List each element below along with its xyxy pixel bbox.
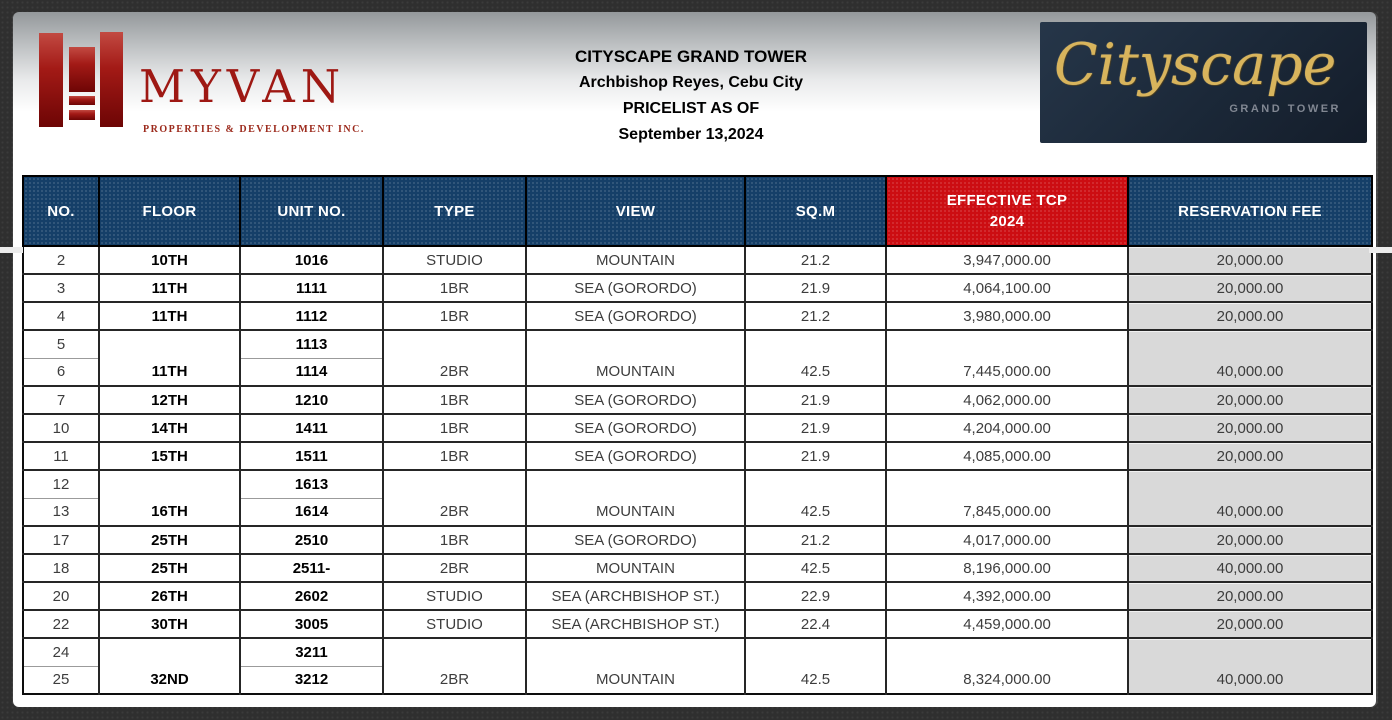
cell-tcp: 4,062,000.00 — [886, 386, 1128, 414]
project-address: Archbishop Reyes, Cebu City — [578, 74, 804, 91]
cell-unit: 1112 — [240, 302, 383, 330]
cell-view: SEA (GORORDO) — [526, 302, 745, 330]
cell-no: 5 — [23, 330, 99, 358]
cell-sqm: 21.9 — [745, 386, 886, 414]
pricelist-date: September 13,2024 — [618, 126, 764, 143]
cell-floor: 32ND — [99, 638, 240, 694]
column-header-no: NO. — [23, 176, 99, 246]
cell-type: 2BR — [383, 470, 526, 526]
cell-unit: 2602 — [240, 582, 383, 610]
cell-type: 1BR — [383, 414, 526, 442]
cell-unit: 3005 — [240, 610, 383, 638]
table-row — [23, 274, 1372, 302]
pricelist-table — [22, 175, 1373, 695]
cell-floor: 26TH — [99, 582, 240, 610]
cell-fee: 20,000.00 — [1128, 442, 1372, 470]
cell-view: MOUNTAIN — [526, 246, 745, 274]
cell-sqm: 42.5 — [745, 554, 886, 582]
cell-fee: 40,000.00 — [1128, 638, 1372, 694]
cell-unit: 1016 — [240, 246, 383, 274]
column-header-view: VIEW — [526, 176, 745, 246]
cell-type: 1BR — [383, 526, 526, 554]
cell-view: MOUNTAIN — [526, 470, 745, 526]
cell-view: MOUNTAIN — [526, 554, 745, 582]
cell-no: 3 — [23, 274, 99, 302]
table-row — [23, 554, 1372, 582]
cell-no: 12 — [23, 470, 99, 498]
cell-unit: 1210 — [240, 386, 383, 414]
cell-type: 2BR — [383, 638, 526, 694]
cell-sqm: 21.2 — [745, 246, 886, 274]
cell-view: SEA (ARCHBISHOP ST.) — [526, 610, 745, 638]
column-header-tcp: EFFECTIVE TCP 2024 — [886, 176, 1128, 246]
cell-floor: 25TH — [99, 526, 240, 554]
cell-unit: 1114 — [240, 358, 383, 386]
cell-unit: 3212 — [240, 666, 383, 694]
cell-type: 1BR — [383, 274, 526, 302]
cell-view: SEA (GORORDO) — [526, 526, 745, 554]
cell-sqm: 42.5 — [745, 470, 886, 526]
cell-view: SEA (GORORDO) — [526, 386, 745, 414]
cell-type: 2BR — [383, 330, 526, 386]
split-line-left-icon — [0, 247, 23, 253]
cell-no: 7 — [23, 386, 99, 414]
cell-no: 13 — [23, 498, 99, 526]
cell-floor: 11TH — [99, 274, 240, 302]
cell-fee: 40,000.00 — [1128, 554, 1372, 582]
cell-unit: 1113 — [240, 330, 383, 358]
cell-tcp: 4,085,000.00 — [886, 442, 1128, 470]
cell-type: 1BR — [383, 302, 526, 330]
table-row — [23, 526, 1372, 554]
cell-no: 10 — [23, 414, 99, 442]
cell-type: STUDIO — [383, 246, 526, 274]
cell-unit: 1613 — [240, 470, 383, 498]
cell-no: 24 — [23, 638, 99, 666]
cell-type: STUDIO — [383, 582, 526, 610]
column-header-sqm: SQ.M — [745, 176, 886, 246]
cell-view: SEA (GORORDO) — [526, 414, 745, 442]
cell-fee: 20,000.00 — [1128, 386, 1372, 414]
cell-no: 4 — [23, 302, 99, 330]
cell-type: 1BR — [383, 442, 526, 470]
split-line-right-icon — [1369, 247, 1392, 253]
myvan-logo — [35, 30, 380, 142]
cell-tcp: 4,017,000.00 — [886, 526, 1128, 554]
cell-sqm: 21.9 — [745, 274, 886, 302]
cell-floor: 11TH — [99, 302, 240, 330]
cell-fee: 40,000.00 — [1128, 470, 1372, 526]
table-row — [23, 330, 1372, 358]
cell-no: 11 — [23, 442, 99, 470]
table-row — [23, 638, 1372, 666]
company-tagline: PROPERTIES & DEVELOPMENT INC. — [143, 124, 365, 135]
cell-fee: 40,000.00 — [1128, 330, 1372, 386]
cell-tcp: 4,204,000.00 — [886, 414, 1128, 442]
cell-fee: 20,000.00 — [1128, 274, 1372, 302]
cell-sqm: 42.5 — [745, 330, 886, 386]
cell-sqm: 22.9 — [745, 582, 886, 610]
cell-tcp: 7,845,000.00 — [886, 470, 1128, 526]
cell-type: 2BR — [383, 554, 526, 582]
cell-tcp: 3,980,000.00 — [886, 302, 1128, 330]
cell-fee: 20,000.00 — [1128, 414, 1372, 442]
table-row — [23, 302, 1372, 330]
company-name: MYVAN — [139, 60, 347, 113]
cell-no: 2 — [23, 246, 99, 274]
table-row — [23, 414, 1372, 442]
table-row — [23, 386, 1372, 414]
table-header-row — [23, 176, 1372, 246]
cell-view: MOUNTAIN — [526, 638, 745, 694]
cell-view: SEA (GORORDO) — [526, 442, 745, 470]
cell-fee: 20,000.00 — [1128, 610, 1372, 638]
document-page — [13, 12, 1376, 707]
cell-floor: 15TH — [99, 442, 240, 470]
cell-fee: 20,000.00 — [1128, 582, 1372, 610]
cell-tcp: 7,445,000.00 — [886, 330, 1128, 386]
cell-floor: 30TH — [99, 610, 240, 638]
cell-no: 6 — [23, 358, 99, 386]
cell-no: 20 — [23, 582, 99, 610]
cell-unit: 1411 — [240, 414, 383, 442]
column-header-floor: FLOOR — [99, 176, 240, 246]
cell-floor: 12TH — [99, 386, 240, 414]
cell-tcp: 4,459,000.00 — [886, 610, 1128, 638]
cell-sqm: 21.2 — [745, 302, 886, 330]
table-row — [23, 442, 1372, 470]
cell-sqm: 21.2 — [745, 526, 886, 554]
cell-floor: 25TH — [99, 554, 240, 582]
cell-no: 22 — [23, 610, 99, 638]
cell-floor: 14TH — [99, 414, 240, 442]
cell-unit: 2510 — [240, 526, 383, 554]
cell-no: 18 — [23, 554, 99, 582]
cell-sqm: 22.4 — [745, 610, 886, 638]
cell-floor: 16TH — [99, 470, 240, 526]
project-title: CITYSCAPE GRAND TOWER — [574, 47, 808, 66]
pricelist-header — [391, 44, 991, 148]
cell-no: 17 — [23, 526, 99, 554]
cell-floor: 11TH — [99, 330, 240, 386]
table-row — [23, 582, 1372, 610]
column-header-unit: UNIT NO. — [240, 176, 383, 246]
table-row — [23, 470, 1372, 498]
pricelist-label: PRICELIST AS OF — [622, 100, 760, 117]
cell-tcp: 4,064,100.00 — [886, 274, 1128, 302]
cell-tcp: 8,196,000.00 — [886, 554, 1128, 582]
cell-floor: 10TH — [99, 246, 240, 274]
table-row — [23, 610, 1372, 638]
cell-tcp: 3,947,000.00 — [886, 246, 1128, 274]
cell-type: STUDIO — [383, 610, 526, 638]
cityscape-subtitle: GRAND TOWER — [1229, 103, 1341, 115]
table-row — [23, 246, 1372, 274]
cell-fee: 20,000.00 — [1128, 246, 1372, 274]
cell-unit: 3211 — [240, 638, 383, 666]
cell-unit: 1511 — [240, 442, 383, 470]
cell-unit: 2511- — [240, 554, 383, 582]
cell-tcp: 8,324,000.00 — [886, 638, 1128, 694]
cell-fee: 20,000.00 — [1128, 302, 1372, 330]
cell-view: MOUNTAIN — [526, 330, 745, 386]
cell-tcp: 4,392,000.00 — [886, 582, 1128, 610]
cell-sqm: 42.5 — [745, 638, 886, 694]
column-header-fee: RESERVATION FEE — [1128, 176, 1372, 246]
cell-unit: 1111 — [240, 274, 383, 302]
column-header-type: TYPE — [383, 176, 526, 246]
cell-sqm: 21.9 — [745, 442, 886, 470]
cell-fee: 20,000.00 — [1128, 526, 1372, 554]
cell-no: 25 — [23, 666, 99, 694]
cityscape-wordmark: Cityscape — [1054, 32, 1337, 98]
cell-sqm: 21.9 — [745, 414, 886, 442]
cell-view: SEA (ARCHBISHOP ST.) — [526, 582, 745, 610]
cell-view: SEA (GORORDO) — [526, 274, 745, 302]
cell-unit: 1614 — [240, 498, 383, 526]
cityscape-logo — [1040, 22, 1367, 143]
cell-type: 1BR — [383, 386, 526, 414]
